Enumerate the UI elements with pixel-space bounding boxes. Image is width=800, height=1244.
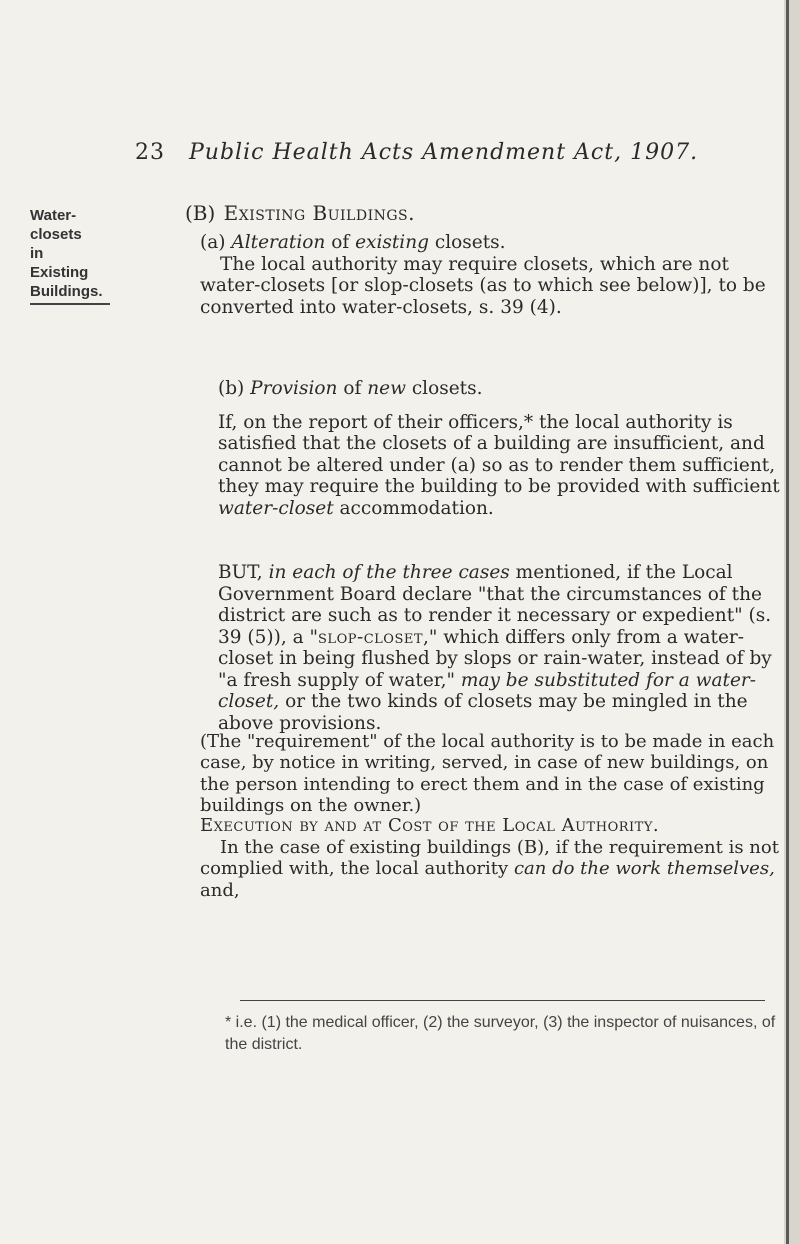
- page-edge-line: [786, 0, 789, 1244]
- execution-heading: Execution by and at Cost of the Local Authority.: [200, 815, 660, 836]
- subsection-a-text: The local authority may require closets, which are not water-closets [or slop-closets (as to which see below)], to be converted into water-closets, s. 39 (4).: [200, 253, 766, 318]
- subsection-b-text-start: If, on the report of their officers,* the local authority is satisfied that the closets of a building are insufficient, and cannot be altered under (a) so as to render them sufficient, they may require the building to be provided with sufficient: [218, 411, 780, 497]
- execution-wrapper: [200, 815, 780, 901]
- but-italic-lead: in each of the three cases: [268, 562, 510, 583]
- but-italic-mid: may be substituted for a water-closet,: [218, 669, 756, 712]
- page-number: 23: [135, 140, 165, 165]
- subsection-b-text-italic: water-closet: [218, 497, 334, 519]
- margin-note-rule: [30, 303, 110, 305]
- section-title: Existing Buildings.: [223, 201, 415, 225]
- execution-text: [200, 837, 780, 902]
- execution-text-main: In the case of existing buildings (B), if the requirement is not complied with, the local authority: [200, 836, 779, 879]
- subsection-a-title-rest: existing: [355, 232, 429, 253]
- subsection-b-title-italic: Provision: [250, 378, 338, 399]
- subsection-b: [218, 378, 780, 519]
- margin-note-line: Buildings.: [30, 283, 103, 300]
- subsection-a-heading: [200, 232, 782, 254]
- subsection-a-title-end: closets.: [434, 232, 506, 253]
- subsection-b-title-of: of: [343, 378, 362, 399]
- subsection-a-label: (a): [200, 232, 226, 253]
- requirement-paragraph-main: [200, 731, 780, 816]
- subsection-b-label: (b): [218, 378, 245, 399]
- subsection-b-text-end: accommodation.: [339, 497, 494, 519]
- subsection-a-title-italic: Alteration: [231, 232, 326, 253]
- execution-text-italic: can do the work themselves,: [513, 858, 775, 879]
- subsection-b-text: [218, 412, 780, 520]
- section-label: (B): [185, 201, 216, 225]
- subsection-b-heading: [218, 378, 780, 400]
- subsection-a-title-of: of: [331, 232, 350, 253]
- requirement-text: (The "requirement" of the local authority is to be made in each case, by notice in writing, served, in case of new buildings, on the person intending to erect them and in the case of existing buildings on the owner.): [200, 731, 775, 816]
- but-text-2: ," which differs only from a water-closet in being flushed by slops or rain-water, instead of by "a fresh supply of water,": [218, 626, 772, 691]
- but-word: BUT,: [218, 562, 263, 583]
- but-text-3: or the two kinds of closets may be mingled in the above provisions.: [218, 691, 748, 734]
- section-heading: [185, 201, 415, 225]
- running-title: Public Health Acts Amendment Act, 1907.: [189, 140, 699, 165]
- margin-note: [30, 206, 120, 305]
- execution-text-tail: and,: [200, 879, 240, 901]
- running-header: [135, 140, 698, 165]
- footnote: * i.e. (1) the medical officer, (2) the surveyor, (3) the inspector of nuisances, of the district.: [225, 1014, 776, 1053]
- but-paragraph: [218, 562, 780, 734]
- margin-note-line: Existing: [30, 264, 89, 281]
- but-text-1: mentioned, if the Local Government Board declare "that the circumstances of the district are such as to render it necessary or expedient" (s. 39 (5)), a ": [218, 562, 772, 648]
- subsection-b-title-end: closets.: [411, 378, 483, 399]
- margin-note-line: in: [30, 245, 44, 262]
- footnote-rule: [240, 1000, 765, 1001]
- subsection-b-title-rest: new: [367, 378, 406, 399]
- slop-closet-term: slop-closet: [318, 626, 424, 648]
- margin-note-line: Water-closets: [30, 207, 82, 243]
- but-paragraph-text: [218, 562, 780, 734]
- subsection-a: [200, 232, 782, 318]
